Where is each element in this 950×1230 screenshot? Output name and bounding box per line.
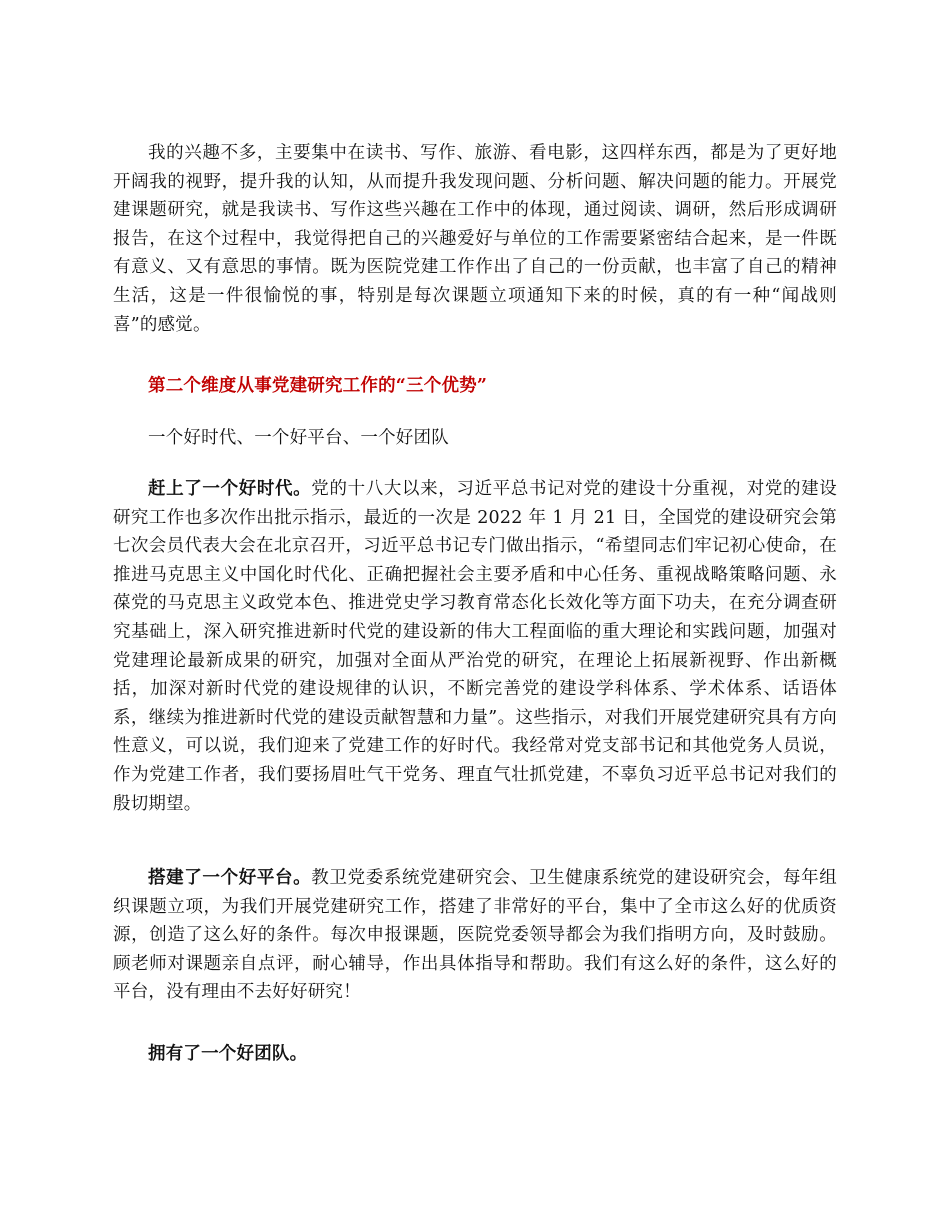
section-heading	[113, 372, 837, 401]
paragraph-good-platform-lead: 搭建了一个好平台。	[148, 868, 312, 888]
paragraph-good-team	[113, 1040, 837, 1069]
paragraph-interests	[113, 139, 837, 339]
paragraph-good-era-body: 党的十八大以来，习近平总书记对党的建设十分重视，对党的建设研究工作也多次作出批示指示，最近的一次是 2022 年 1 月 21 日，全国党的建设研究会第七次会员代表大会在北京召开，习近平总书记专门做出指示，“希望同志们牢记初心使命，在推进马克思主义中国化时代化、正确把握社会主要矛盾和中心任务、重视战略策略问题、永葆党的马克思主义政党本色、推进党史学习教育常态化长效化等方面下功夫，在充分调查研究基础上，深入研究推进新时代党的建设新的伟大工程面临的重大理论和实践问题，加强对党建理论最新成果的研究，加强对全面从严治党的研究，在理论上拓展新视野、作出新概括，加深对新时代党的建设规律的认识，不断完善党的建设学科体系、学术体系、话语体系，继续为推进新时代党的建设贡献智慧和力量”。这些指示，对我们开展党建研究具有方向性意义，可以说，我们迎来了党建工作的好时代。我经常对党支部书记和其他党务人员说，作为党建工作者，我们要扬眉吐气干党务、理直气壮抓党建，不辜负习近平总书记对我们的殷切期望。	[113, 479, 837, 814]
section-subtitle	[113, 424, 837, 453]
paragraph-good-platform	[113, 864, 837, 1007]
paragraph-interests-text: 我的兴趣不多，主要集中在读书、写作、旅游、看电影，这四样东西，都是为了更好地开阔我的视野，提升我的认知，从而提升我发现问题、分析问题、解决问题的能力。开展党建课题研究，就是我读书、写作这些兴趣在工作中的体现，通过阅读、调研，然后形成调研报告，在这个过程中，我觉得把自己的兴趣爱好与单位的工作需要紧密结合起来，是一件既有意义、又有意思的事情。既为医院党建工作作出了自己的一份贡献，也丰富了自己的精神生活，这是一件很愉悦的事，特别是每次课题立项通知下来的时候，真的有一种“闻战则喜”的感觉。	[113, 143, 837, 335]
section-heading-text: 第二个维度从事党建研究工作的“三个优势”	[148, 376, 488, 396]
paragraph-good-platform-body: 教卫党委系统党建研究会、卫生健康系统党的建设研究会，每年组织课题立项，为我们开展党建研究工作，搭建了非常好的平台，集中了全市这么好的优质资源，创造了这么好的条件。每次申报课题，医院党委领导都会为我们指明方向，及时鼓励。顾老师对课题亲自点评，耐心辅导，作出具体指导和帮助。我们有这么好的条件，这么好的平台，没有理由不去好好研究！	[113, 868, 837, 1003]
paragraph-good-team-lead: 拥有了一个好团队。	[148, 1044, 308, 1064]
section-subtitle-text: 一个好时代、一个好平台、一个好团队	[148, 428, 449, 448]
paragraph-good-era-lead: 赶上了一个好时代。	[148, 479, 312, 499]
paragraph-good-era	[113, 475, 837, 818]
